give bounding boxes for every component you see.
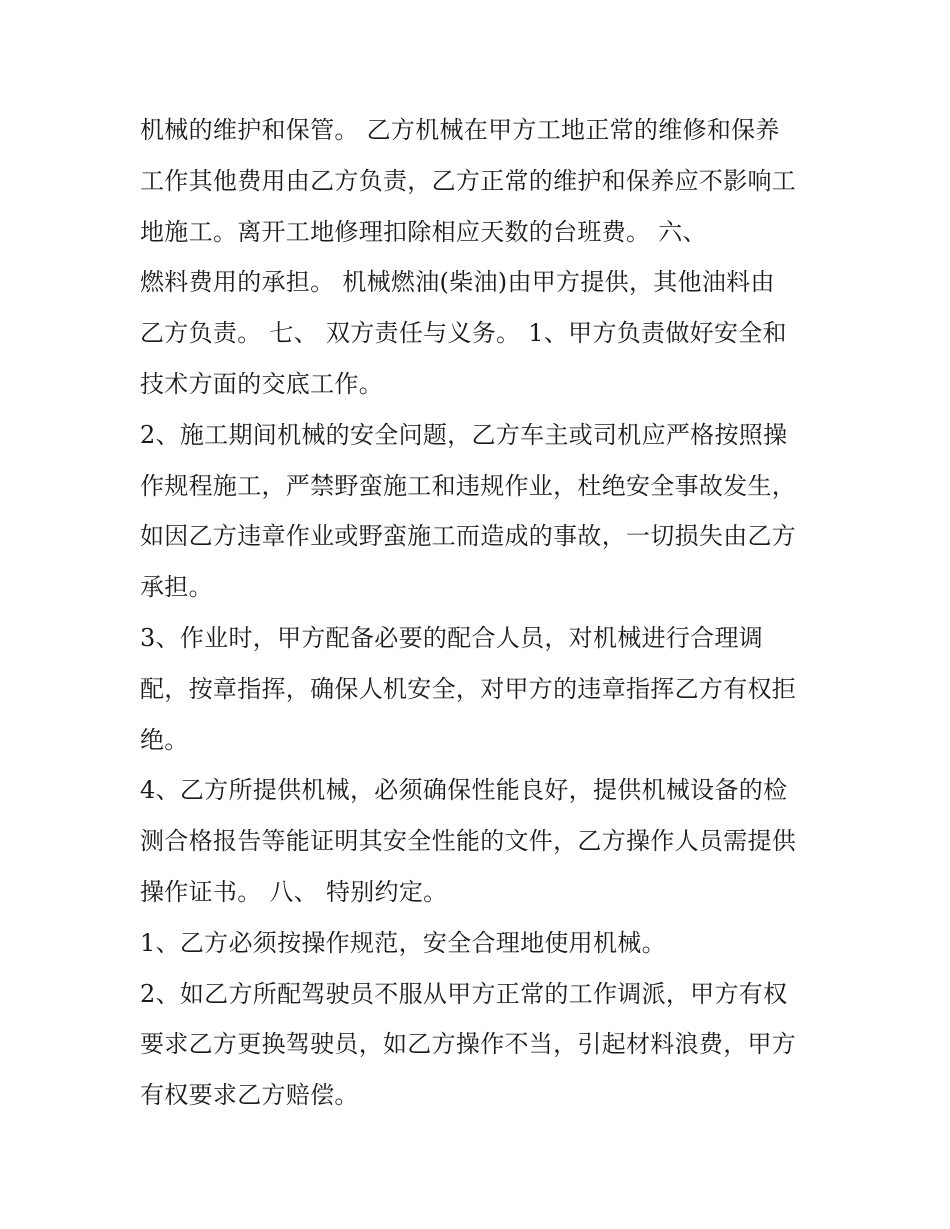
document-body (140, 105, 830, 1121)
text-line: 2、如乙方所配驾驶员不服从甲方正常的工作调派，甲方有权 (140, 979, 788, 1008)
text-line: 有权要求乙方赔偿。 (140, 1081, 359, 1110)
text-line: 地施工。离开工地修理扣除相应天数的台班费。 六、 (140, 217, 707, 246)
text-line: 配，按章指挥，确保人机安全，对甲方的违章指挥乙方有权拒 (140, 674, 797, 703)
text-line: 工作其他费用由乙方负责，乙方正常的维护和保养应不影响工 (140, 166, 797, 195)
text-line: 绝。 (140, 725, 189, 754)
text-line: 3、作业时，甲方配备必要的配合人员，对机械进行合理调 (140, 623, 764, 652)
text-line: 1、乙方必须按操作规范，安全合理地使用机械。 (140, 928, 666, 957)
text-line: 乙方负责。 七、 双方责任与义务。 1、甲方负责做好安全和 (140, 319, 787, 348)
text-line: 作规程施工，严禁野蛮施工和违规作业，杜绝安全事故发生， (140, 471, 797, 500)
text-line: 2、施工期间机械的安全问题，乙方车主或司机应严格按照操 (140, 420, 788, 449)
text-line: 要求乙方更换驾驶员，如乙方操作不当，引起材料浪费，甲方 (140, 1030, 797, 1059)
text-line: 操作证书。 八、 特别约定。 (140, 877, 448, 906)
text-line: 技术方面的交底工作。 (140, 369, 383, 398)
text-line: 如因乙方违章作业或野蛮施工而造成的事故，一切损失由乙方 (140, 522, 797, 551)
text-line: 燃料费用的承担。 机械燃油(柴油)由甲方提供，其他油料由 (140, 268, 775, 297)
text-line: 4、乙方所提供机械，必须确保性能良好，提供机械设备的检 (140, 776, 788, 805)
text-line: 承担。 (140, 573, 213, 602)
text-line: 测合格报告等能证明其安全性能的文件，乙方操作人员需提供 (140, 827, 797, 856)
text-line: 机械的维护和保管。 乙方机械在甲方工地正常的维修和保养 (140, 116, 780, 144)
